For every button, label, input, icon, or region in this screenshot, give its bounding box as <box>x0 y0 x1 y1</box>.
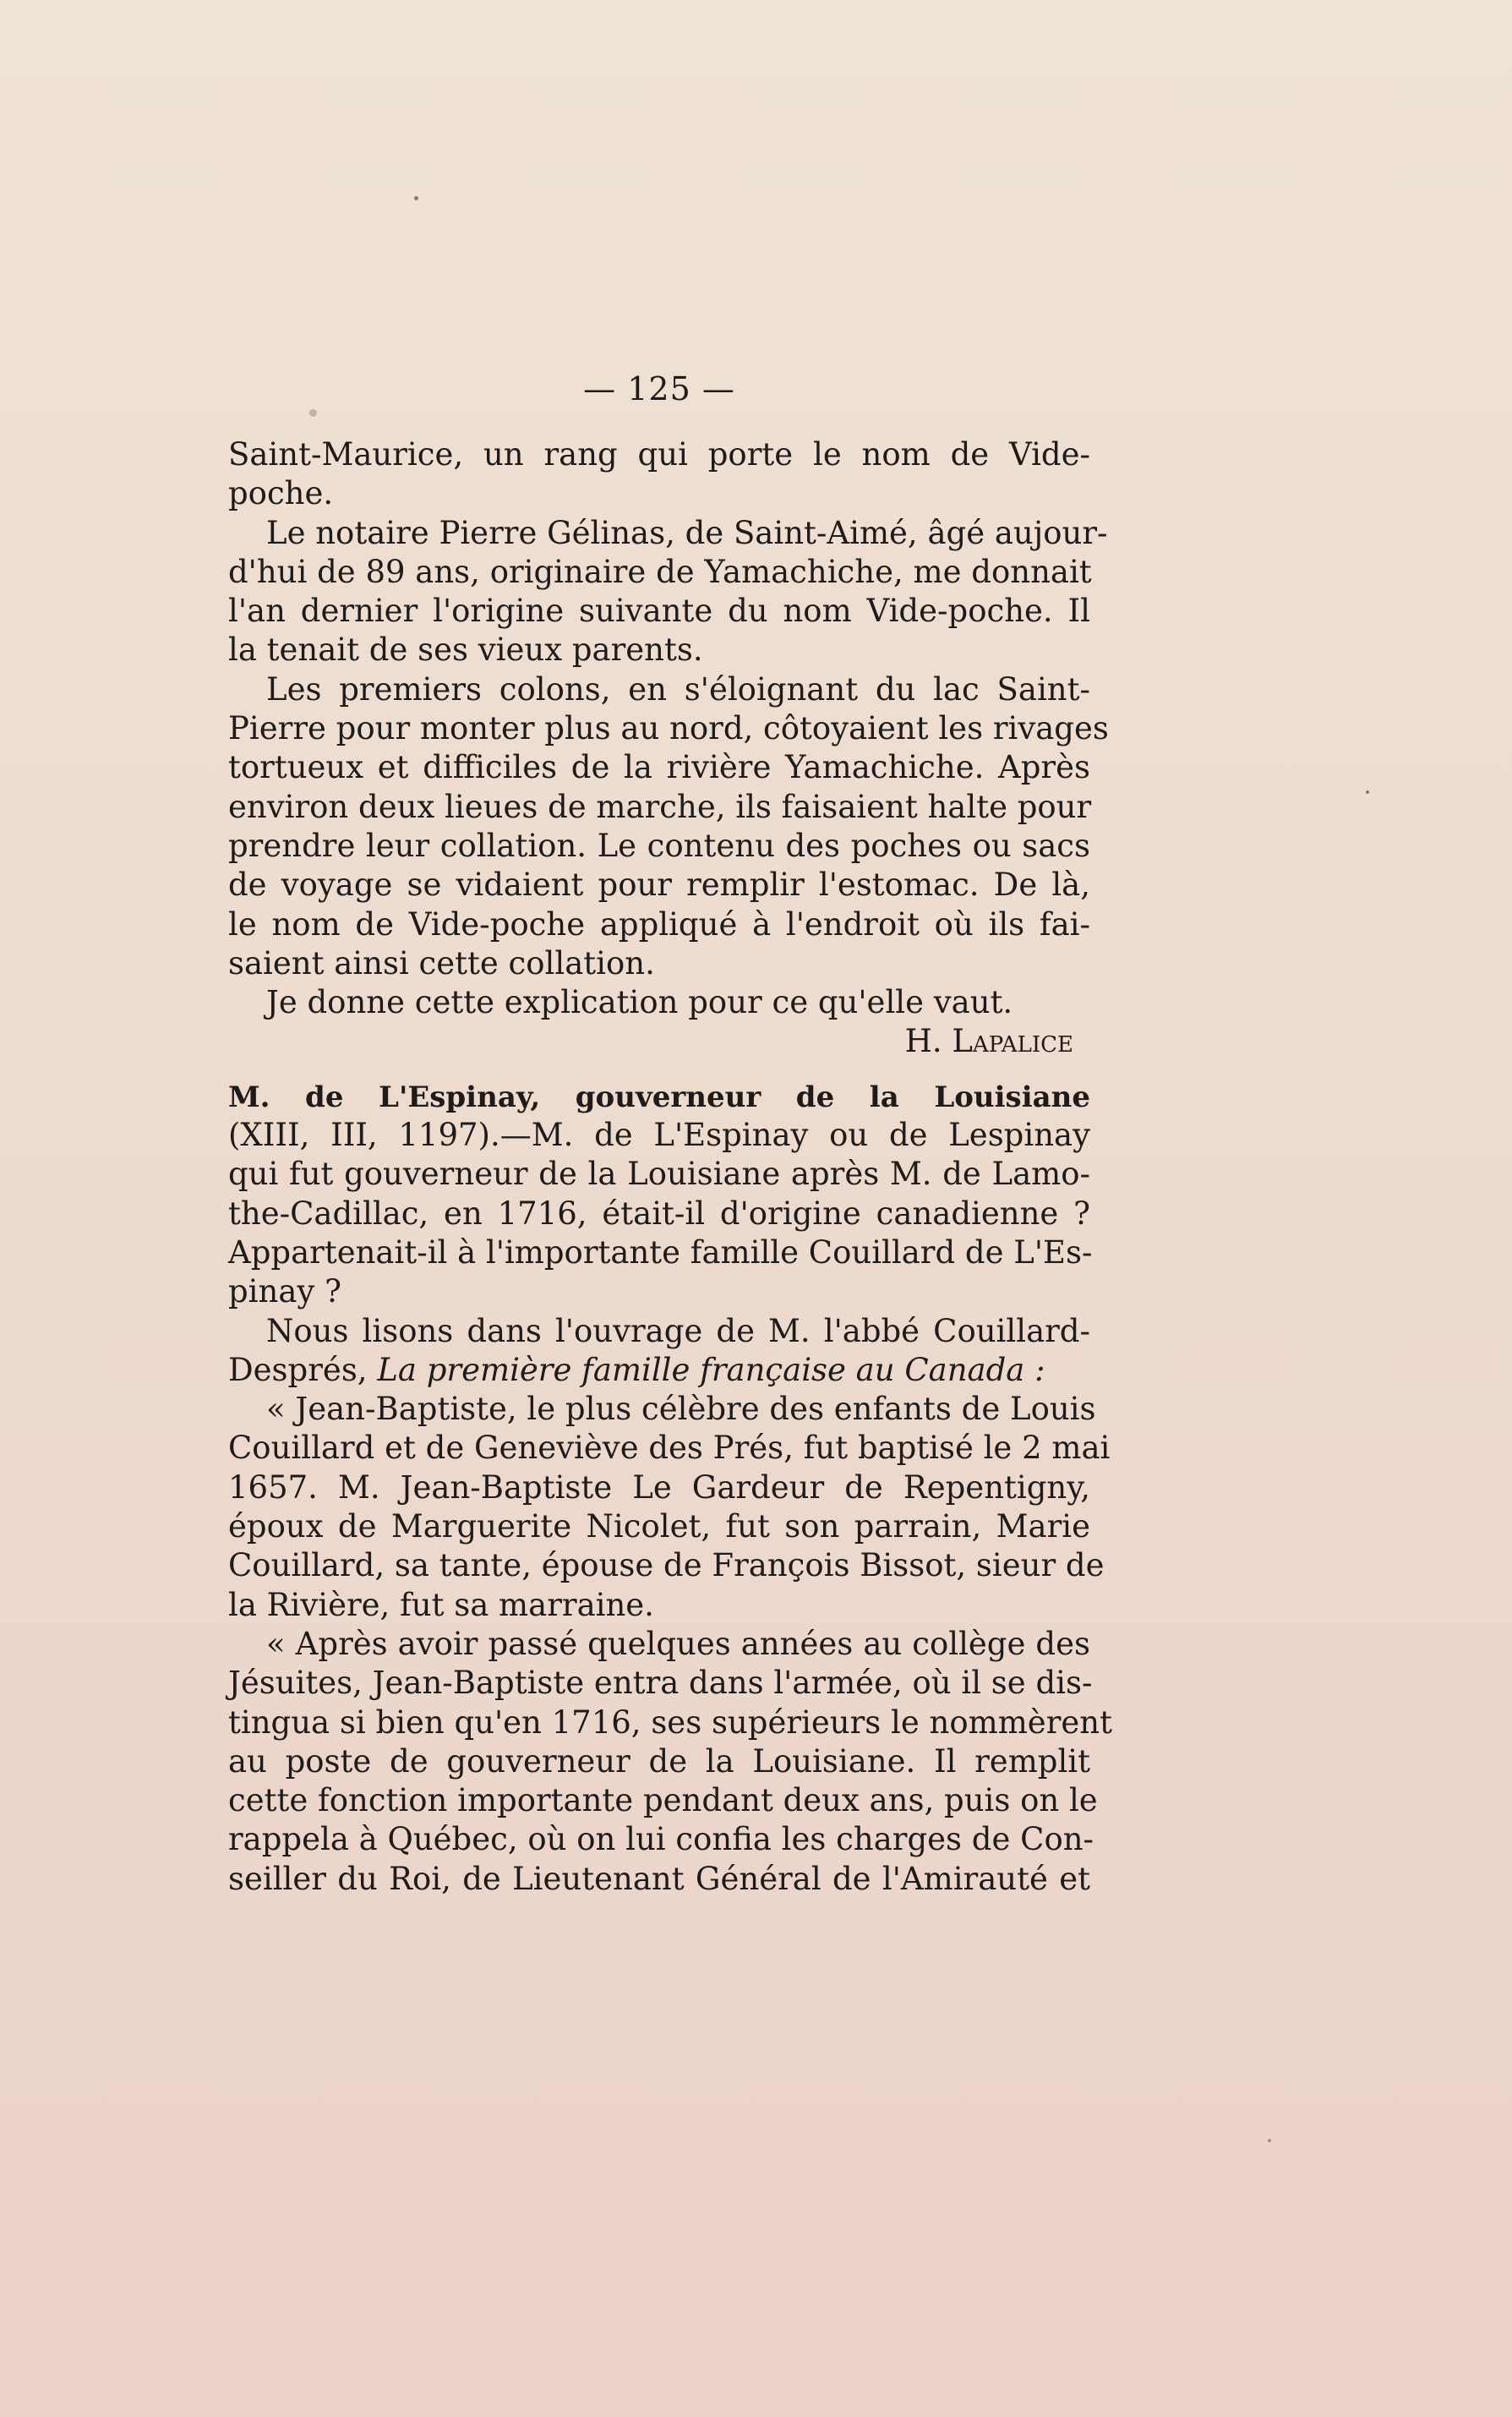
text-line: Pierre pour monter plus au nord, côtoyaient les rivages <box>228 710 1109 747</box>
section-heading-line <box>228 1077 1090 1116</box>
body-text <box>228 435 1112 1899</box>
text-line: le nom de Vide-poche appliqué à l'endroit où ils fai- <box>228 905 1090 943</box>
section-vide-poche <box>228 435 1109 1022</box>
text-line: tortueux et difficiles de la rivière Yamachiche. Après <box>228 749 1090 786</box>
text-line: saient ainsi cette collation. <box>228 944 655 982</box>
text-line: Je donne cette explication pour ce qu'elle vaut. <box>266 984 1013 1021</box>
text-line: qui fut gouverneur de la Louisiane après M. de Lamo- <box>228 1156 1090 1193</box>
section-heading: M. de L'Espinay, gouverneur de la Louisiane <box>228 1080 1090 1114</box>
text-line: Couillard, sa tante, épouse de François Bissot, sieur de <box>228 1547 1105 1584</box>
text-line: Jésuites, Jean-Baptiste entra dans l'armée, où il se dis- <box>228 1665 1093 1702</box>
text-line: environ deux lieues de marche, ils faisaient halte pour <box>228 788 1092 825</box>
text-line: poche. <box>228 475 334 512</box>
text-line: d'hui de 89 ans, originaire de Yamachiche, me donnait <box>228 553 1092 590</box>
text-line: (XIII, III, 1197).—M. de L'Espinay ou de Lespinay <box>228 1117 1090 1154</box>
text-line: Appartenait-il à l'importante famille Couillard de L'Es- <box>228 1233 1093 1271</box>
section-espinay <box>228 1077 1112 1899</box>
text-line: au poste de gouverneur de la Louisiane. Il remplit <box>228 1742 1090 1780</box>
text-line: la tenait de ses vieux parents. <box>228 632 703 669</box>
paper-speck <box>309 409 317 417</box>
text-line: cette fonction importante pendant deux ans, puis on le <box>228 1782 1098 1819</box>
text-line: Les premiers colons, en s'éloignant du lac Saint- <box>266 670 1090 708</box>
page-number: — 125 — <box>583 370 735 407</box>
text-line: Le notaire Pierre Gélinas, de Saint-Aimé, âgé aujour- <box>266 514 1108 551</box>
text-line: rappela à Québec, où on lui confia les charges de Con- <box>228 1821 1094 1858</box>
section-espinay-quote <box>228 1390 1112 1899</box>
text-line: Nous lisons dans l'ouvrage de M. l'abbé Couillard- <box>266 1312 1090 1349</box>
paper-speck <box>1268 2139 1271 2142</box>
paper-speck <box>414 196 418 200</box>
text-line: Couillard et de Geneviève des Prés, fut baptisé le 2 mai <box>228 1430 1111 1467</box>
text-line: époux de Marguerite Nicolet, fut son parrain, Marie <box>228 1508 1090 1545</box>
text-line: 1657. M. Jean-Baptiste Le Gardeur de Repentigny, <box>228 1468 1090 1506</box>
text-line: seiller du Roi, de Lieutenant Général de l'Amirauté et <box>228 1860 1090 1897</box>
text-line: « Après avoir passé quelques années au collège des <box>266 1625 1090 1662</box>
text-line: the-Cadillac, en 1716, était-il d'origine canadienne ? <box>228 1195 1090 1232</box>
text-line: Saint-Maurice, un rang qui porte le nom de Vide- <box>228 436 1090 473</box>
citation-prefix: Després, <box>228 1351 378 1388</box>
author-signature: H. Lapalice <box>904 1023 1073 1060</box>
text-line: de voyage se vidaient pour remplir l'estomac. De là, <box>228 867 1090 904</box>
paper-speck <box>1366 790 1369 794</box>
citation-line <box>228 1351 1090 1390</box>
section-espinay-intro <box>228 1116 1093 1351</box>
text-line: tingua si bien qu'en 1716, ses supérieurs le nommèrent <box>228 1703 1112 1741</box>
book-title: La première famille française au Canada : <box>377 1351 1045 1388</box>
text-line: la Rivière, fut sa marraine. <box>228 1586 654 1623</box>
text-line: pinay ? <box>228 1273 341 1310</box>
text-line: « Jean-Baptiste, le plus célèbre des enfants de Louis <box>266 1391 1096 1428</box>
text-line: prendre leur collation. Le contenu des poches ou sacs <box>228 827 1090 864</box>
text-line: l'an dernier l'origine suivante du nom Vide-poche. Il <box>228 593 1090 630</box>
